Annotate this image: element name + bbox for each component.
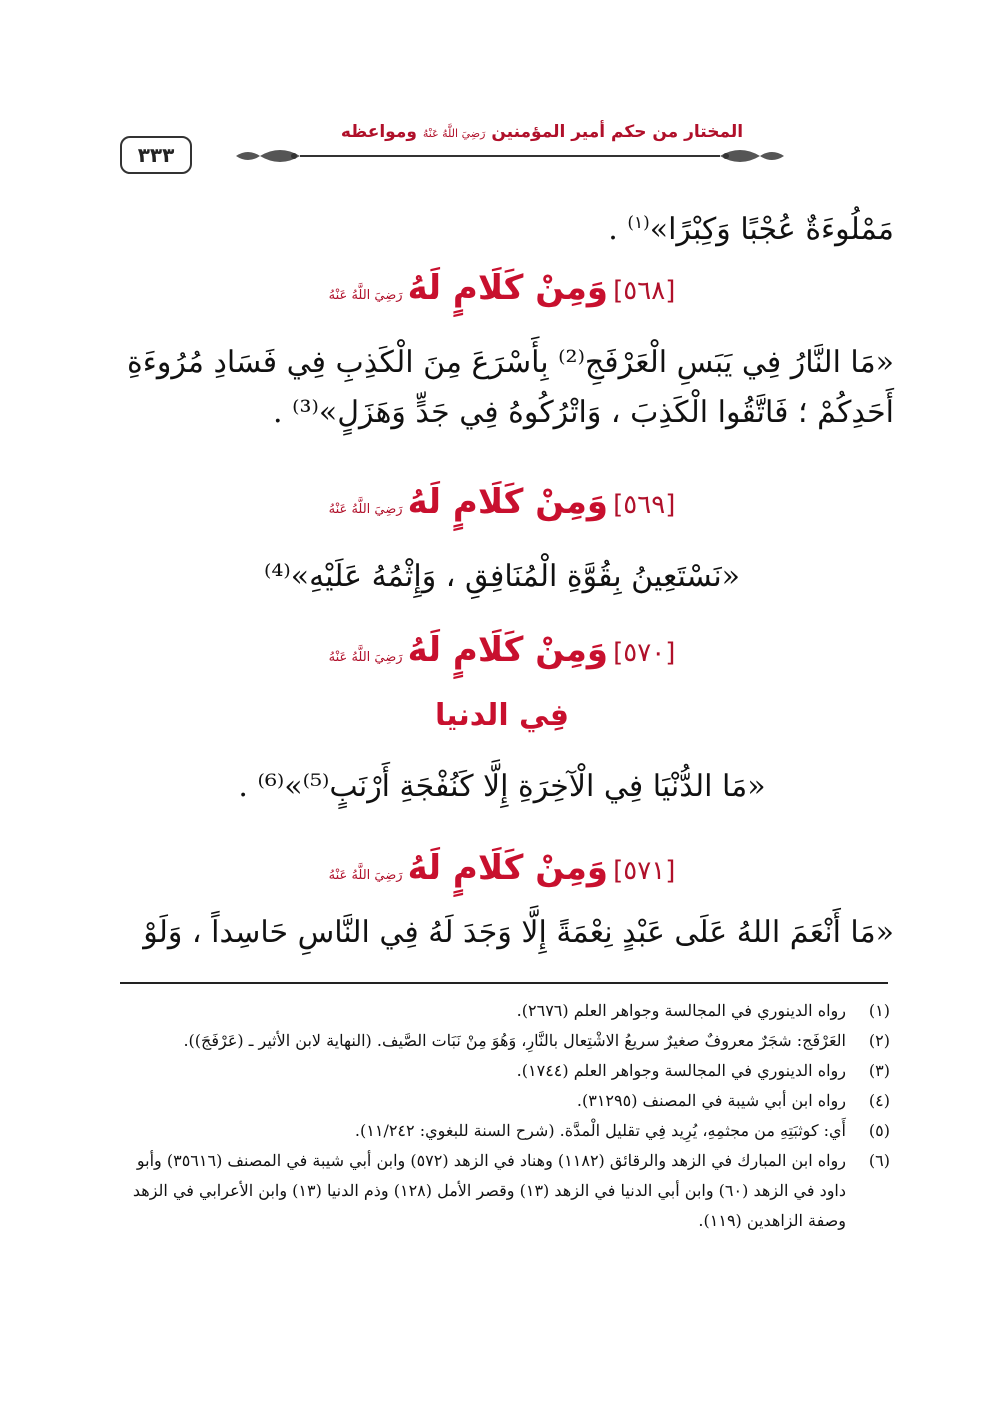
section-heading-569: [٥٦٩] وَمِنْ كَلَامٍ لَهُ رَضِيَ اللَّهُ عَنْهُ xyxy=(328,482,676,522)
footnote-item: (٣) رواه الدينوري في المجالسة وجواهر العلم (١٧٤٤). xyxy=(516,1061,890,1080)
section-heading-571: [٥٧١] وَمِنْ كَلَامٍ لَهُ رَضِيَ اللَّهُ عَنْهُ xyxy=(328,848,676,888)
section-heading-570: [٥٧٠] وَمِنْ كَلَامٍ لَهُ رَضِيَ اللَّهُ عَنْهُ xyxy=(328,630,676,670)
section-text-568: «مَا النَّارُ فِي يَبَسِ الْعَرْفَجِ⁽²⁾ بِأَسْرَعَ مِنَ الْكَذِبِ فِي فَسَادِ مُرُوءَةِ أَحَدِكُمْ ؛ فَاتَّقُوا الْكَذِبَ ، وَاتْرُكُوهُ فِي جَدٍّ وَهَزَلٍ»⁽³⁾ . xyxy=(127,345,894,430)
section-text-570: «مَا الدُّنْيَا فِي الْآخِرَةِ إِلَّا كَنُفْجَةِ أَرْنَبٍ⁽⁵⁾»⁽⁶⁾ . xyxy=(238,769,766,804)
footnote-item: (٤) رواه ابن أبي شيبة في المصنف (٣١٢٩٥). xyxy=(576,1091,890,1110)
footnote-divider xyxy=(120,982,888,984)
footnote-item: (٥) أَي: كوثبَتِهِ من مجثمِهِ، يُرِيد فِي تقليل الْمدَّة. (شرح السنة للبغوي: ١١/٢٤٢). xyxy=(354,1121,890,1140)
footnotes xyxy=(110,996,890,1236)
section-text-571: «مَا أَنْعَمَ اللهُ عَلَى عَبْدٍ نِعْمَةً إِلَّا وَجَدَ لَهُ فِي النَّاسِ حَاسِداً ، وَلَوْ xyxy=(143,915,894,950)
page-number: ٣٣٣ xyxy=(120,136,192,174)
honorific: رَضِيَ اللَّهُ عَنْهُ xyxy=(422,127,486,140)
continuation-line: مَمْلُوءَةٌ عُجْبًا وَكِبْرًا»$^{(١)}$ . xyxy=(608,212,894,247)
ornamental-divider-icon xyxy=(230,146,790,166)
footnote-item: (١) رواه الدينوري في المجالسة وجواهر العلم (٢٦٧٦). xyxy=(516,1001,890,1020)
section-subheading-570: فِي الدنيا xyxy=(434,698,570,733)
section-heading-568: [٥٦٨] وَمِنْ كَلَامٍ لَهُ رَضِيَ اللَّهُ عَنْهُ xyxy=(328,268,676,308)
footnote-item: (٢) العَرْفَج: شجَرٌ معروفٌ صغيرٌ سريعُ الاشْتِعال بالنَّارِ، وَهُوَ مِنْ نَبَات الصَّيف. (النهاية لابن الأثير ـ (عَرْفَجَ)). xyxy=(183,1031,890,1050)
running-title: المختار من حكم أمير المؤمنين رَضِيَ اللَّهُ عَنْهُ ومواعظه xyxy=(340,122,744,142)
footnote-item: (٦) رواه ابن المبارك في الزهد والرقائق (١١٨٢) وهناد في الزهد (٥٧٢) وابن أبي شيبة في المصنف (٣٥٦١٦) وأبو داود في الزهد (٦٠) وابن أبي الدنيا في الزهد (١٣) وقصر الأمل (١٢٨) وذم الدنيا (١٣) وابن الأعرابي في الزهد وصفة الزاهدين (١١٩). xyxy=(132,1151,890,1230)
page-header xyxy=(120,118,900,198)
section-text-569: «نَسْتَعِينُ بِقُوَّةِ الْمُنَافِقِ ، وَإِثْمُهُ عَلَيْهِ»⁽⁴⁾ xyxy=(263,559,741,594)
